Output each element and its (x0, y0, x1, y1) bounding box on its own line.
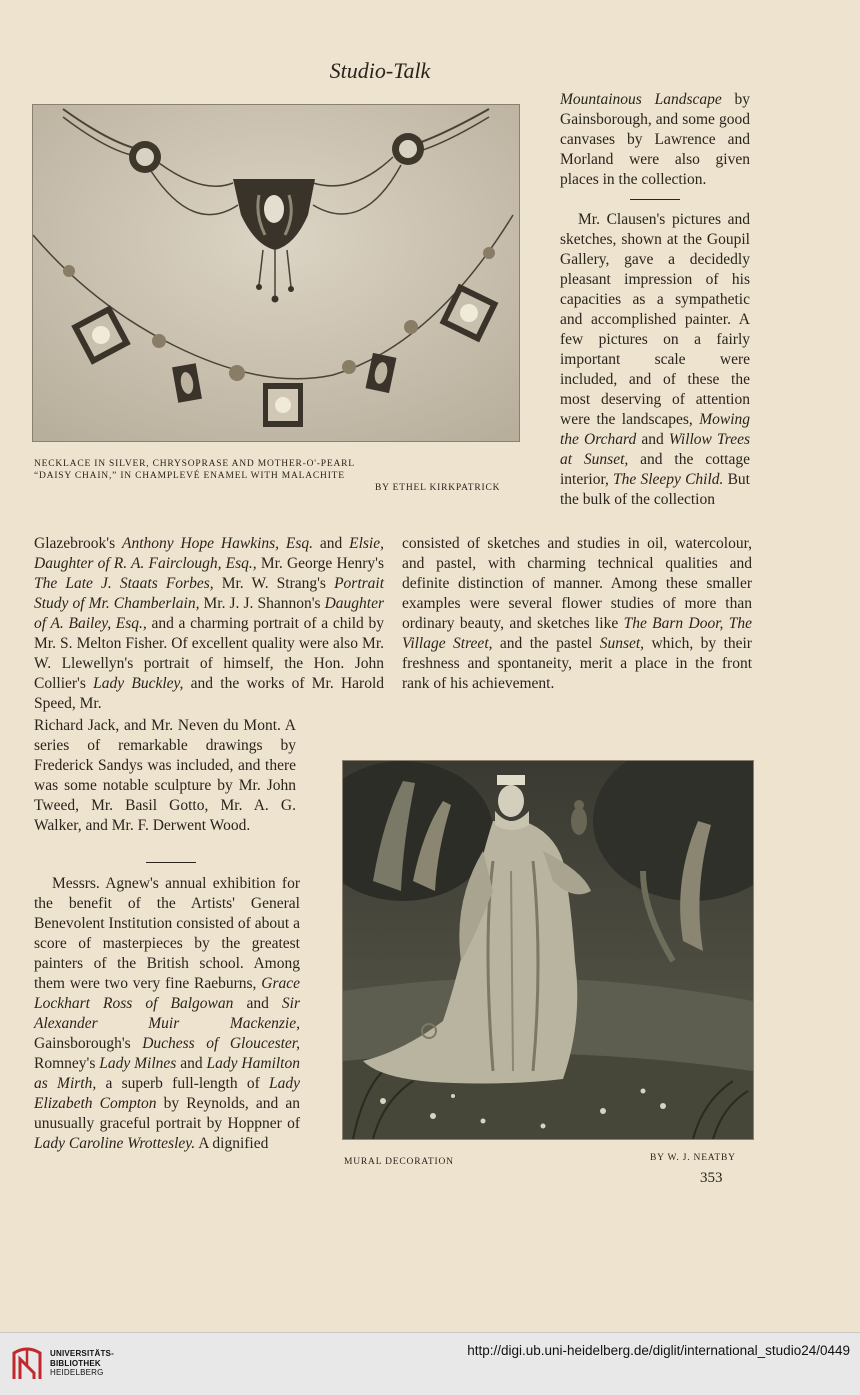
title-muir-mackenzie: Sir Alexander Muir Mackenzie, (34, 995, 301, 1032)
agnew-text-g: by Reynolds, and an unusually graceful portrait by Hoppner of (34, 1095, 300, 1132)
mid-text-a: consisted of sketches and studies in oil, watercolour, and pastel, with charming technical qualities and definite distinction of manner. Among these smaller examples were several flower studies of more than ordinary beauty, and sketches like (402, 535, 752, 632)
source-url-link[interactable]: http://digi.ub.uni-heidelberg.de/diglit/international_studio24/0449 (467, 1343, 850, 1358)
left-text-a: Glazebrook's (34, 535, 122, 552)
title-lady-hamilton: Lady Hamilton as Mirth, (34, 1055, 300, 1092)
section-rule-right (630, 199, 680, 200)
title-lady-caroline-wrottesley: Lady Caroline Wrottesley. (34, 1135, 196, 1152)
library-name-line1: UNIVERSITÄTS- (50, 1349, 114, 1358)
mid-text-c: and the pastel (492, 635, 600, 652)
left-text-g: and the works of Mr. Harold Speed, Mr. (34, 675, 384, 712)
title-chamberlain: Portrait Study of Mr. Chamberlain, (34, 575, 385, 612)
title-staats-forbes: The Late J. Staats Forbes, (34, 575, 214, 592)
necklace-photo (32, 104, 520, 442)
clausen-text-b: and (636, 431, 669, 448)
mural-caption: MURAL DECORATION (344, 1157, 454, 1167)
mid-column-text (402, 534, 752, 694)
mid-text-d: which, by their freshness and spontaneity, merit a place in the front rank of his achievement. (402, 635, 752, 692)
title-elsie: Elsie, Daughter of R. A. Fairclough, Esq., (34, 535, 384, 572)
necklace-illustration (33, 105, 519, 441)
mural-photo (342, 760, 754, 1140)
mural-illustration (343, 761, 753, 1139)
left-text-b: and (313, 535, 350, 552)
left-text-c: Mr. George Henry's (256, 555, 385, 572)
agnew-text-c: Gainsborough's (34, 1035, 143, 1052)
left-column-agnew-text (34, 874, 300, 1154)
title-mountainous-landscape: Mountainous Landscape (560, 91, 722, 108)
title-village-street: The Village Street, (402, 615, 753, 652)
viewer-footer (0, 1332, 860, 1395)
right-paragraph-1-text: by Gainsborough, and some good canvases by Lawrence and Morland were also given places in the collection. (560, 91, 750, 188)
title-lady-buckley: Lady Buckley, (93, 675, 184, 692)
running-head: Studio-Talk (329, 58, 431, 83)
necklace-caption-line1: NECKLACE IN SILVER, CHRYSOPRASE AND MOTHER-O'-PEARL (34, 459, 355, 469)
mural-credit: BY W. J. NEATBY (650, 1153, 736, 1163)
right-column-text (560, 90, 750, 190)
left-column-text (34, 534, 384, 714)
right-paragraph-2 (560, 210, 750, 510)
mid-paragraph (402, 534, 752, 694)
library-name (50, 1349, 114, 1378)
necklace-caption-line2: “DAISY CHAIN,” IN CHAMPLEVÉ ENAMEL WITH MALACHITE (34, 471, 345, 481)
title-willow-trees: Willow Trees at Sunset, (560, 431, 750, 468)
agnew-text-d: Romney's (34, 1055, 100, 1072)
clausen-text-a: Mr. Clausen's pictures and sketches, shown at the Goupil Gallery, gave a decidedly pleasant impression of his capacities as a sympathetic and accomplished painter. A few pictures on a fairly important scale were included, and of these the most deserving of attention were the landscapes, (560, 211, 750, 428)
library-name-line2: BIBLIOTHEK (50, 1358, 101, 1368)
library-name-line3: HEIDELBERG (50, 1368, 104, 1377)
title-barn-door: The Barn Door, (623, 615, 724, 632)
agnew-text-b: and (233, 995, 282, 1012)
title-lady-elizabeth-compton: Lady Elizabeth Compton (34, 1075, 300, 1112)
agnew-text-f: a superb full-length of (96, 1075, 269, 1092)
title-daughter-of-bailey: Daughter of A. Bailey, Esq., (34, 595, 385, 632)
agnew-paragraph (34, 874, 300, 1154)
necklace-caption-credit: BY ETHEL KIRKPATRICK (375, 483, 501, 493)
left-text-d: Mr. W. Strang's (213, 575, 335, 592)
left-paragraph-1-cont: Richard Jack, and Mr. Neven du Mont. A series of remarkable drawings by Frederick Sandys was included, and there was some notable sculpture by Mr. John Tweed, Mr. Basil Gotto, Mr. A. G. Walker, and Mr. F. Derwent Wood. (34, 717, 296, 834)
agnew-text-e: and (176, 1055, 207, 1072)
left-paragraph-1 (34, 534, 384, 714)
page-number: 353 (700, 1170, 723, 1186)
title-sunset: Sunset, (599, 635, 645, 652)
left-column-narrow-text (34, 716, 296, 836)
clausen-text-c: and the cottage interior, (560, 451, 750, 488)
clausen-text-d: But the bulk of the collection (560, 471, 750, 508)
section-rule-left (146, 862, 196, 863)
title-anthony-hope-hawkins: Anthony Hope Hawkins, Esq. (121, 535, 314, 552)
agnew-text-a: Messrs. Agnew's annual exhibition for the benefit of the Artists' General Benevolent Institution consisted of about a score of masterpieces by the greatest painters of the British school. Among them were two very fine Raeburns, (34, 875, 300, 992)
title-mowing-the-orchard: Mowing the Orchard (560, 411, 750, 448)
left-text-f: and a charming portrait of a child by Mr. S. Melton Fisher. Of excellent quality were also Mr. W. Llewellyn's portrait of himself, the Hon. John Collier's (34, 615, 384, 692)
right-paragraph-1 (560, 90, 750, 190)
right-column-text-2 (560, 210, 750, 510)
left-text-e: Mr. J. J. Shannon's (199, 595, 325, 612)
university-library-logo-icon (10, 1343, 44, 1383)
title-grace-lockhart: Grace Lockhart Ross of Balgowan (34, 975, 300, 1012)
title-duchess-gloucester: Duchess of Gloucester, (142, 1035, 300, 1052)
agnew-text-h: A dignified (195, 1135, 269, 1152)
title-lady-milnes: Lady Milnes (99, 1055, 177, 1072)
title-sleepy-child: The Sleepy Child. (613, 471, 724, 488)
